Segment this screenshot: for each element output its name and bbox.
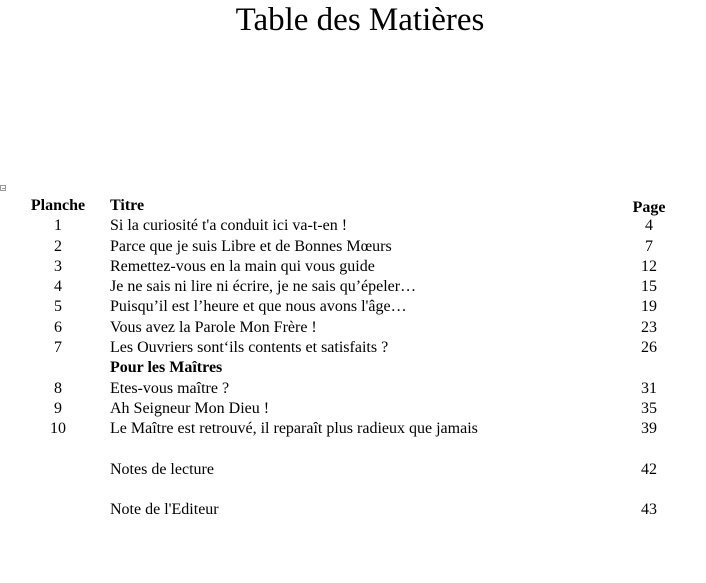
table-of-contents [0,196,706,521]
empty-row [0,480,706,500]
document-title: Table des Matières [235,2,485,38]
planche-number: 3 [54,257,62,275]
toc-row [0,419,706,439]
entry-title: Je ne sais ni lire ni écrire, je ne sais qu’épeler… [110,278,417,296]
page-number: 31 [641,379,657,397]
planche-number: 8 [54,379,62,397]
header-page: Page [632,199,666,216]
table-move-handle-icon[interactable] [0,185,6,191]
toc-row [0,297,706,317]
entry-title: Remettez-vous en la main qui vous guide [110,257,375,275]
toc-row [0,216,706,236]
header-planche: Planche [30,197,86,214]
page-number: 7 [645,237,653,255]
toc-header-row [0,196,706,216]
entry-title: Parce que je suis Libre et de Bonnes Mœurs [110,237,392,255]
toc-row [0,338,706,358]
page-number: 43 [641,501,657,519]
toc-row [0,237,706,257]
toc-row [0,318,706,338]
page-number: 4 [645,217,653,235]
entry-title: Les Ouvriers sont‘ils contents et satisfaits ? [110,339,389,357]
toc-row [0,399,706,419]
toc-row [0,277,706,297]
entry-title: Vous avez la Parole Mon Frère ! [110,318,317,336]
planche-number: 10 [50,420,66,438]
planche-number: 9 [54,399,62,417]
entry-title: Le Maître est retrouvé, il reparaît plus radieux que jamais [110,420,478,438]
toc-row [0,257,706,277]
planche-number: 6 [54,318,62,336]
page-number: 39 [641,420,657,438]
toc-row [0,379,706,399]
page-number: 35 [641,399,657,417]
page-number: 19 [641,298,657,316]
entry-title: Note de l'Editeur [110,501,219,519]
entry-title: Si la curiosité t'a conduit ici va-t-en ! [110,217,348,235]
section-title: Pour les Maîtres [110,359,223,377]
planche-number: 4 [54,278,62,296]
header-titre: Titre [110,197,145,214]
page-number: 12 [641,257,657,275]
page-number: 42 [641,460,657,478]
entry-title: Etes-vous maître ? [110,379,230,397]
planche-number: 7 [54,339,62,357]
entry-title: Puisqu’il est l’heure et que nous avons l'âge… [110,298,407,316]
entry-title: Notes de lecture [110,460,214,478]
empty-row [0,440,706,460]
planche-number: 1 [54,217,62,235]
planche-number: 5 [54,298,62,316]
toc-extra-row [0,460,706,480]
page-number: 26 [641,339,657,357]
entry-title: Ah Seigneur Mon Dieu ! [110,399,270,417]
toc-section-row [0,358,706,378]
planche-number: 2 [54,237,62,255]
toc-extra-row [0,500,706,520]
page-number: 23 [641,318,657,336]
page-number: 15 [641,278,657,296]
